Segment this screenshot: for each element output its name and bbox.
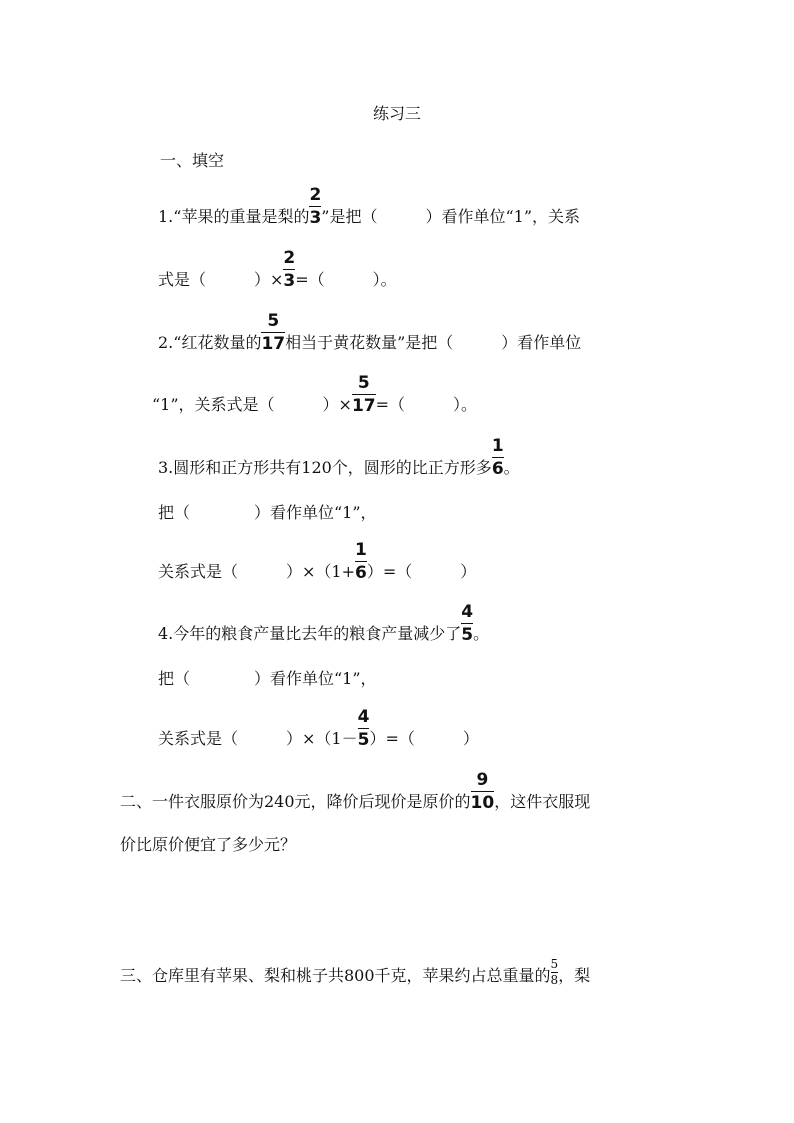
section-3-text-before: 三、仓库里有苹果、梨和桃子共800千克，苹果约占总重量的	[120, 966, 551, 985]
section-2-line-1	[120, 770, 590, 813]
question-1-line-1	[158, 185, 580, 228]
question-4-expr-before: 关系式是（ ）×（1－	[158, 729, 358, 748]
question-2-line-2	[152, 373, 477, 416]
question-2-line-1	[158, 311, 581, 354]
fraction-5-8: $\frac{5}{8}$	[550, 957, 559, 987]
question-4-line-3	[158, 707, 479, 750]
section-2-line-2: 价比原价便宜了多少元？	[120, 835, 297, 854]
fraction-4-5: $\frac{4}{5}$	[461, 602, 474, 645]
question-4-line-1	[158, 602, 489, 645]
fraction-5-17-expr: $\frac{5}{17}$	[351, 373, 376, 416]
question-3-expr-before: 关系式是（ ）×（1+	[158, 562, 355, 581]
fraction-4-5-expr: $\frac{4}{5}$	[357, 707, 370, 750]
section-3-text-after: ，梨	[558, 966, 591, 985]
fraction-2-3: $\frac{2}{3}$	[309, 185, 322, 228]
fraction-1-6: $\frac{1}{6}$	[491, 436, 504, 479]
question-1-line-2	[158, 248, 397, 291]
question-1-text-before: 1.“苹果的重量是梨的	[158, 207, 310, 226]
question-3-line-1	[158, 436, 520, 479]
question-3-line-2: 把（ ）看作单位“1”，	[158, 503, 377, 522]
section-2-text-after: ，这件衣服现	[494, 792, 591, 811]
section-1-heading: 一、填空	[160, 151, 225, 170]
section-3-line-1	[120, 958, 590, 987]
fraction-1-6-expr: $\frac{1}{6}$	[355, 540, 367, 583]
fraction-9-10: $\frac{9}{10}$	[470, 770, 495, 813]
question-4-text-after: 。	[473, 624, 490, 643]
question-4-text-before: 4.今年的粮食产量比去年的粮食产量减少了	[158, 624, 462, 643]
question-4-line-2: 把（ ）看作单位“1”，	[158, 669, 377, 688]
question-1-text-after: ”是把（ ）看作单位“1”，关系	[321, 207, 581, 226]
question-3-text-before: 3.圆形和正方形共有120个，圆形的比正方形多	[158, 458, 492, 477]
section-2-text-before: 二、一件衣服原价为240元，降价后现价是原价的	[120, 792, 471, 811]
question-1-expr-before: 式是（ ）×	[158, 270, 284, 289]
question-1-expr-after: =（ ）。	[295, 270, 397, 289]
question-3-expr-after: ）=（ ）	[366, 562, 477, 581]
question-4-expr-after: ）=（ ）	[369, 729, 479, 748]
question-2-text-before: 2.“红花数量的	[158, 333, 262, 352]
fraction-5-17: $\frac{5}{17}$	[261, 311, 286, 354]
page-title: 练习三	[372, 104, 421, 123]
question-2-expr-after: =（ ）。	[375, 395, 478, 414]
question-3-line-3	[158, 540, 476, 583]
fraction-2-3-expr: $\frac{2}{3}$	[283, 248, 296, 291]
question-2-text-after: 相当于黄花数量”是把（ ）看作单位	[285, 333, 582, 352]
question-3-text-after: 。	[503, 458, 520, 477]
question-2-expr-before: “1”，关系式是（ ）×	[152, 395, 352, 414]
